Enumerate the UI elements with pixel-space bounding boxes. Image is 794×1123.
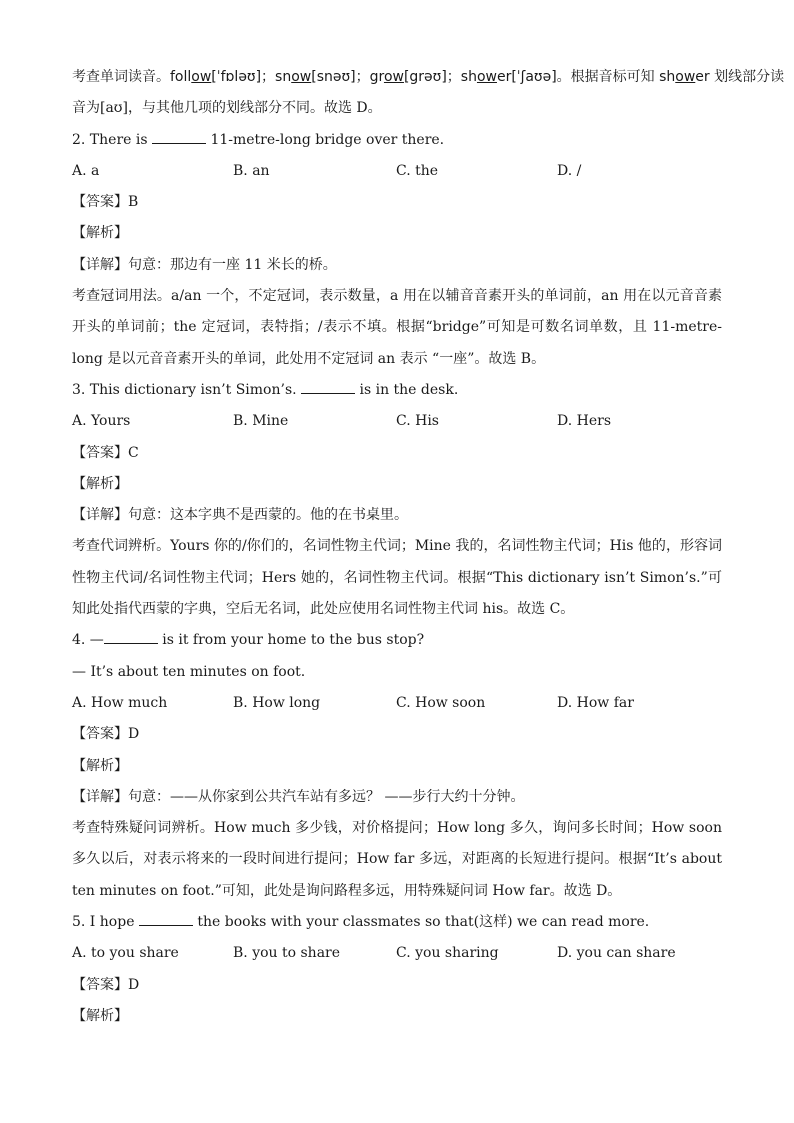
answer-tag: 【答案】 xyxy=(72,444,128,461)
answer-tag: 【答案】 xyxy=(72,976,128,993)
detail-tag: 【详解】 xyxy=(72,256,128,273)
detail-tag: 【详解】 xyxy=(72,507,128,524)
options-row xyxy=(72,688,722,719)
answer-tag: 【答案】 xyxy=(72,194,128,211)
analysis-tag: 【解析】 xyxy=(72,1007,128,1024)
stem-text: 11-metre-long bridge over there. xyxy=(206,131,445,148)
option-b: B. Mine xyxy=(233,413,289,430)
detail-text: 句意：这本字典不是西蒙的。他的在书桌里。 xyxy=(128,507,408,524)
option-c: C. How soon xyxy=(396,694,486,711)
answer-value: C xyxy=(128,444,139,461)
underlined-part: ow xyxy=(675,69,696,85)
option-d: D. / xyxy=(557,162,582,179)
option-b: B. How long xyxy=(233,694,321,711)
option-a: A. Yours xyxy=(72,413,131,430)
detail-line xyxy=(72,500,722,531)
question-stem xyxy=(72,907,722,938)
document-page xyxy=(72,62,785,1032)
text: 考查单词读音。 xyxy=(72,69,170,85)
answer-blank xyxy=(301,379,355,394)
answer-line xyxy=(72,719,722,750)
underlined-part: ow xyxy=(191,69,212,85)
option-b: B. you to share xyxy=(233,945,341,962)
word-part: gr xyxy=(369,69,384,85)
option-d: D. Hers xyxy=(557,413,611,430)
stem-text: 4. — xyxy=(72,632,104,649)
option-a: A. How much xyxy=(72,694,168,711)
answer-blank xyxy=(104,629,158,644)
word-part: sh xyxy=(659,69,676,85)
option-a: A. a xyxy=(72,162,100,179)
answer-line xyxy=(72,438,722,469)
explanation-line: 音为[aʊ]，与其他几项的划线部分不同。故选 D。 xyxy=(72,100,382,117)
answer-line xyxy=(72,187,722,218)
option-c: C. you sharing xyxy=(396,945,499,962)
detail-line xyxy=(72,782,722,813)
stem-text: is in the desk. xyxy=(355,381,459,398)
option-a: A. to you share xyxy=(72,945,179,962)
word-part: [ˈfɒləʊ]； xyxy=(211,69,276,85)
analysis-tag: 【解析】 xyxy=(72,757,128,774)
word-part: er[ˈʃaʊə]。根据音标可知 xyxy=(496,69,660,85)
question-stem xyxy=(72,375,722,406)
explanation-text: 考查特殊疑问词辨析。How much 多少钱，对价格提问；How long 多久，询问多长时间；How soon 多久以后，对表示将来的一段时间进行提问；How far 多远，对距离的长短进行提问。根据“It’s about ten minutes on foot.”可知，此处是询问路程多远，用特殊疑问词 How far。故选 D。 xyxy=(72,820,722,899)
detail-text: 句意：——从你家到公共汽车站有多远？ ——步行大约十分钟。 xyxy=(128,788,525,805)
explanation-text: 考查代词辨析。Yours 你的/你们的，名词性物主代词；Mine 我的，名词性物主代词；His 他的，形容词性物主代词/名词性物主代词；Hers 她的，名词性物主代词。根据“This dictionary isn’t Simon’s.”可知此处指代西蒙的字典，空后无名词，此处应使用名词性物主代词 his。故选 C。 xyxy=(72,538,722,618)
options-row xyxy=(72,156,722,187)
option-c: C. His xyxy=(396,413,439,430)
detail-line xyxy=(72,250,722,281)
answer-value: B xyxy=(128,194,139,211)
detail-text: 句意：那边有一座 11 米长的桥。 xyxy=(128,256,337,273)
stem-text: is it from your home to the bus stop? xyxy=(157,632,425,649)
word-part: sn xyxy=(275,69,292,85)
options-row xyxy=(72,938,722,969)
question-stem xyxy=(72,125,722,156)
answer-blank xyxy=(152,129,206,144)
explanation-line xyxy=(72,62,785,93)
answer-line xyxy=(72,970,722,1001)
question-stem-reply: — It’s about ten minutes on foot. xyxy=(72,663,306,680)
stem-text: 2. There is xyxy=(72,131,152,148)
options-row xyxy=(72,406,722,437)
stem-text: 3. This dictionary isn’t Simon’s. xyxy=(72,381,302,398)
word-part: er 划线部分读 xyxy=(695,69,785,85)
option-c: C. the xyxy=(396,162,439,179)
analysis-tag: 【解析】 xyxy=(72,225,128,242)
answer-value: D xyxy=(128,726,140,743)
answer-tag: 【答案】 xyxy=(72,726,128,743)
analysis-tag: 【解析】 xyxy=(72,475,128,492)
stem-text: 5. I hope xyxy=(72,914,139,931)
detail-tag: 【详解】 xyxy=(72,788,128,805)
option-d: D. How far xyxy=(557,694,634,711)
underlined-part: ow xyxy=(476,69,497,85)
answer-value: D xyxy=(128,976,140,993)
answer-blank xyxy=(139,911,193,926)
explanation-text: 考查冠词用法。a/an 一个，不定冠词，表示数量，a 用在以辅音音素开头的单词前，an 用在以元音音素开头的单词前；the 定冠词，表特指；/表示不填。根据“bridge”可知是可数名词单数，且 11-metre-long 是以元音音素开头的单词，此处用不定冠词 an 表示 “一座”。故选 B。 xyxy=(72,288,722,367)
word-part: foll xyxy=(170,69,192,85)
word-part: [snəʊ]； xyxy=(311,69,370,85)
word-part: sh xyxy=(460,69,477,85)
option-b: B. an xyxy=(233,162,270,179)
stem-text: the books with your classmates so that(这样) we can read more. xyxy=(192,914,650,931)
option-d: D. you can share xyxy=(557,945,676,962)
question-stem xyxy=(72,625,722,656)
underlined-part: ow xyxy=(383,69,404,85)
word-part: [grəʊ]； xyxy=(403,69,461,85)
underlined-part: ow xyxy=(291,69,312,85)
